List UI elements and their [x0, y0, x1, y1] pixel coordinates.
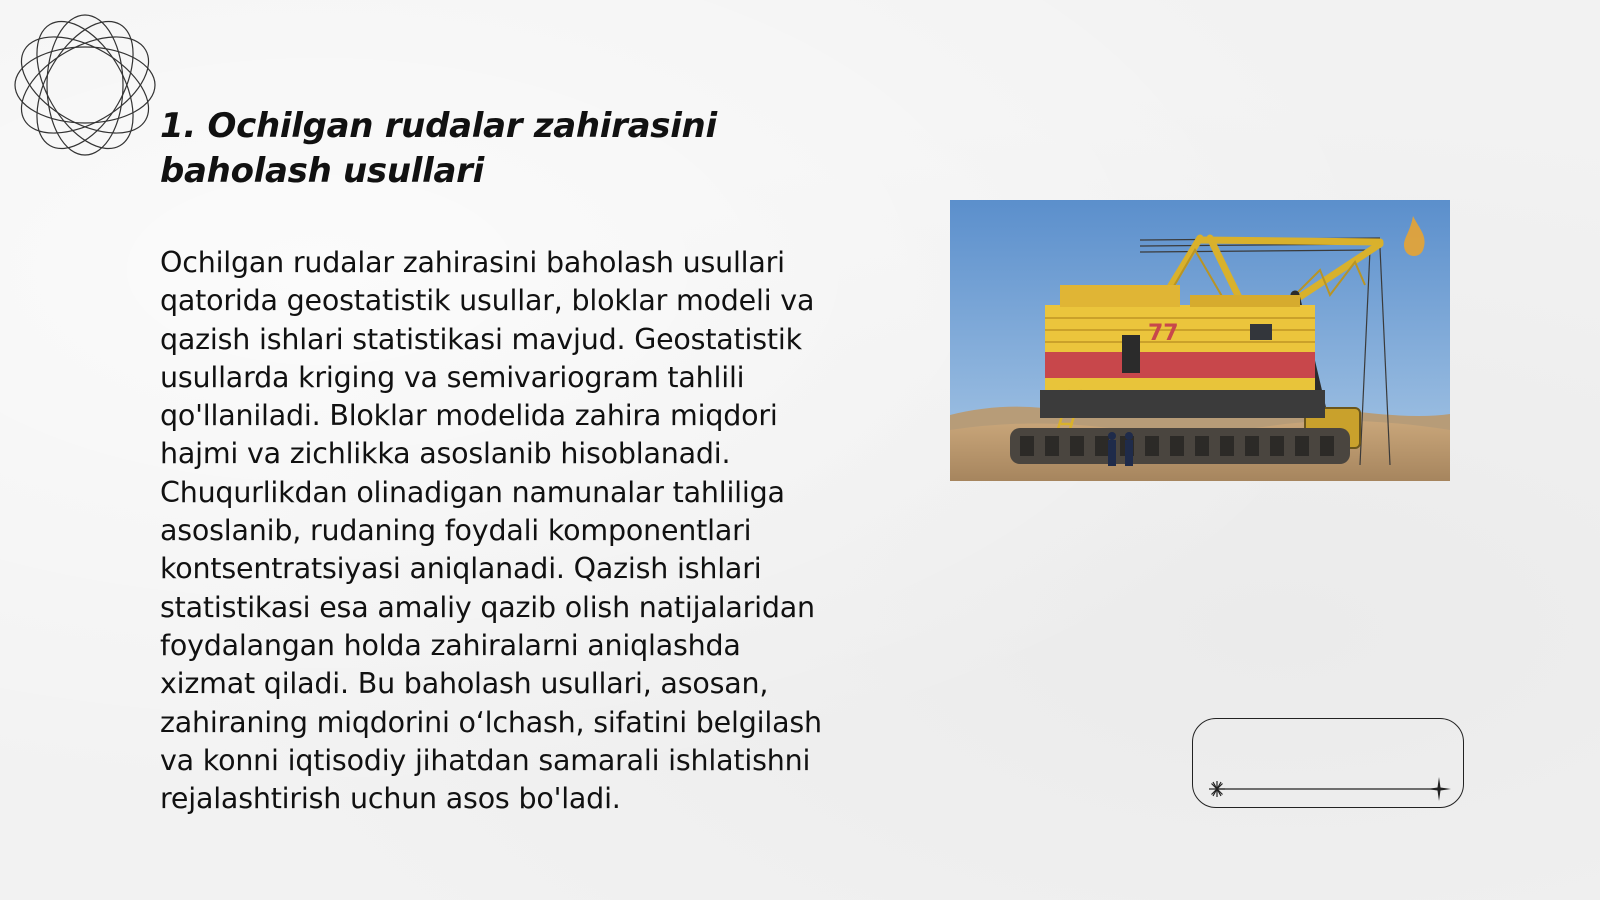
decorative-rounded-box	[1192, 718, 1464, 808]
slide-title: 1. Ochilgan rudalar zahirasini baholash usullari	[160, 106, 717, 191]
orbit-rings-icon	[10, 10, 160, 160]
excavator-photo	[950, 200, 1450, 481]
starburst-icon	[1209, 781, 1225, 797]
photo-unit-number: 77	[1148, 321, 1179, 346]
sparkle-icon	[1427, 777, 1451, 801]
slide-body-text: Ochilgan rudalar zahirasini baholash usullari qatorida geostatistik usullar, bloklar modeli va qazish ishlari statistikasi mavjud. Geostatistik usullarda kriging va semivariogram tahlili qo'llaniladi. Bloklar modelida zahira miqdori hajmi va zichlikka asoslanib hisoblanadi. Chuqurlikdan olinadigan namunalar tahliliga asoslanib, rudaning foydali komponentlari kontsentratsiyasi aniqlanadi. Qazish ishlari statistikasi esa amaliy qazib olish natijalaridan foydalangan holda zahiralarni aniqlashda xizmat qiladi. Bu baholash usullari, asosan, zahiraning miqdorini oʻlchash, sifatini belgilash va konni iqtisodiy jihatdan samarali ishlatishni rejalashtirish uchun asos bo'ladi.	[160, 246, 822, 816]
